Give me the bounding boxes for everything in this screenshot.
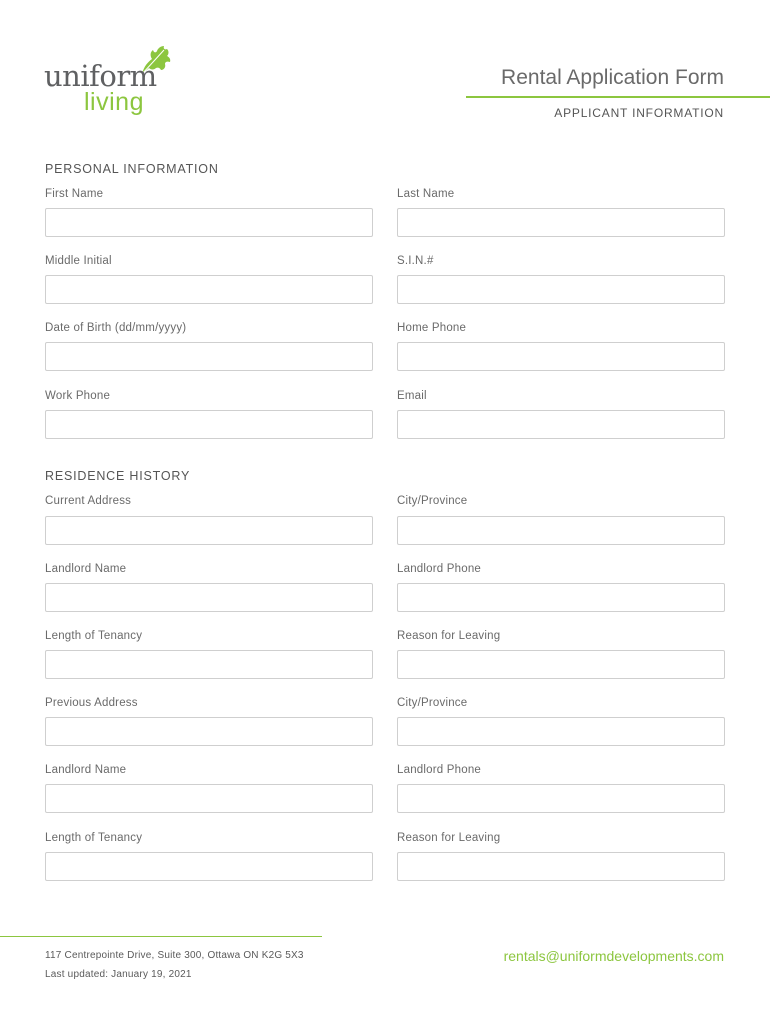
label-last-name: Last Name: [397, 188, 455, 200]
previous-city-province-field[interactable]: [397, 717, 725, 746]
current-address-field[interactable]: [45, 516, 373, 545]
label-previous-address: Previous Address: [45, 697, 138, 709]
email-field[interactable]: [397, 410, 725, 439]
page-title: Rental Application Form: [501, 66, 724, 89]
home-phone-field[interactable]: [397, 342, 725, 371]
city-province-field[interactable]: [397, 516, 725, 545]
reason-for-leaving-field[interactable]: [397, 650, 725, 679]
section-heading-personal: PERSONAL INFORMATION: [45, 162, 219, 176]
uniform-living-logo: [44, 44, 174, 124]
label-first-name: First Name: [45, 188, 104, 200]
footer-divider: [0, 936, 322, 937]
label-sin: S.I.N.#: [397, 255, 434, 267]
label-current-address: Current Address: [45, 495, 132, 507]
middle-initial-field[interactable]: [45, 275, 373, 304]
label-middle-initial: Middle Initial: [45, 255, 112, 267]
logo-wordmark-living: living: [84, 88, 144, 116]
previous-landlord-name-field[interactable]: [45, 784, 373, 813]
label-previous-city-province: City/Province: [397, 697, 468, 709]
label-previous-landlord-phone: Landlord Phone: [397, 764, 482, 776]
contact-email-link[interactable]: rentals@uniformdevelopments.com: [503, 948, 724, 964]
label-previous-reason-for-leaving: Reason for Leaving: [397, 832, 501, 844]
label-previous-landlord-name: Landlord Name: [45, 764, 127, 776]
landlord-phone-field[interactable]: [397, 583, 725, 612]
work-phone-field[interactable]: [45, 410, 373, 439]
page-subtitle: APPLICANT INFORMATION: [554, 106, 724, 120]
label-email: Email: [397, 390, 427, 402]
label-date-of-birth: Date of Birth (dd/mm/yyyy): [45, 322, 187, 334]
date-of-birth-field[interactable]: [45, 342, 373, 371]
label-landlord-phone: Landlord Phone: [397, 563, 482, 575]
footer-address: 117 Centrepointe Drive, Suite 300, Ottawa ON K2G 5X3: [45, 950, 304, 961]
landlord-name-field[interactable]: [45, 583, 373, 612]
previous-length-of-tenancy-field[interactable]: [45, 852, 373, 881]
footer-last-updated: Last updated: January 19, 2021: [45, 969, 192, 980]
label-work-phone: Work Phone: [45, 390, 111, 402]
previous-landlord-phone-field[interactable]: [397, 784, 725, 813]
first-name-field[interactable]: [45, 208, 373, 237]
label-home-phone: Home Phone: [397, 322, 467, 334]
label-length-of-tenancy: Length of Tenancy: [45, 630, 143, 642]
label-reason-for-leaving: Reason for Leaving: [397, 630, 501, 642]
previous-reason-for-leaving-field[interactable]: [397, 852, 725, 881]
label-landlord-name: Landlord Name: [45, 563, 127, 575]
label-city-province: City/Province: [397, 495, 468, 507]
previous-address-field[interactable]: [45, 717, 373, 746]
logo-wordmark-uniform: uniform: [44, 59, 157, 93]
length-of-tenancy-field[interactable]: [45, 650, 373, 679]
title-divider: [466, 96, 770, 98]
section-heading-residence: RESIDENCE HISTORY: [45, 469, 191, 483]
last-name-field[interactable]: [397, 208, 725, 237]
sin-field[interactable]: [397, 275, 725, 304]
label-previous-length-of-tenancy: Length of Tenancy: [45, 832, 143, 844]
